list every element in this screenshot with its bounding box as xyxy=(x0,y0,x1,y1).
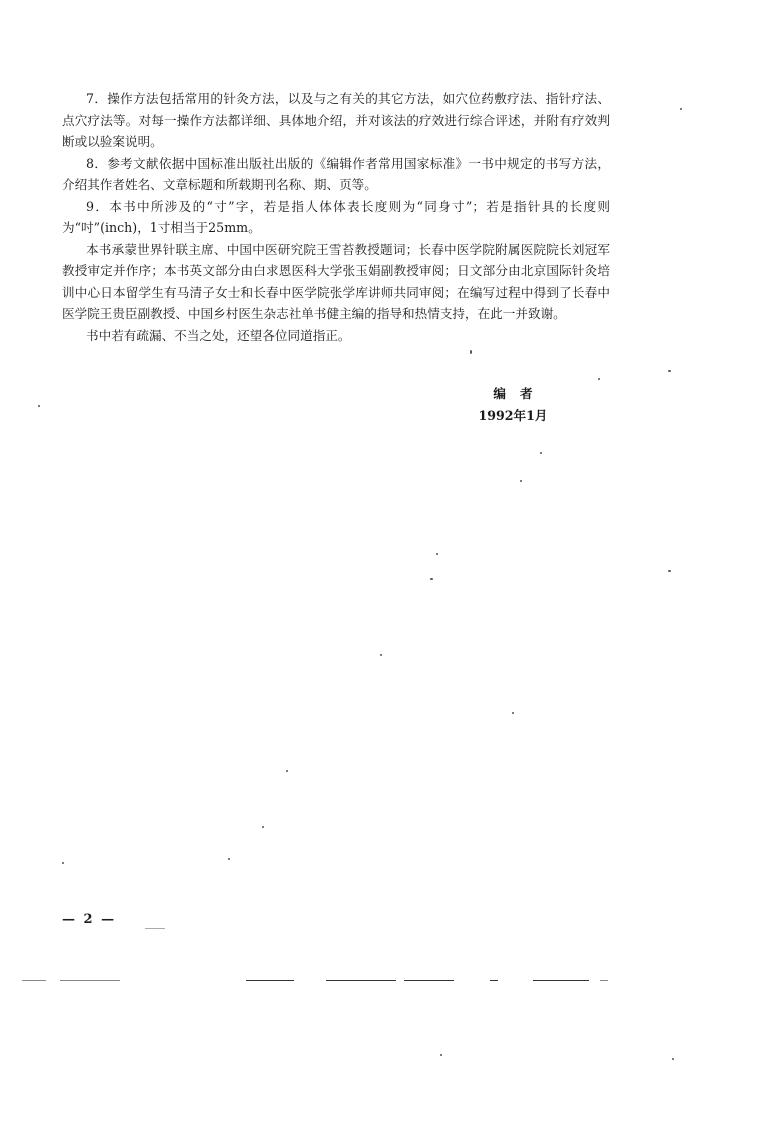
scan-artifact-line xyxy=(490,980,498,981)
scan-artifact-line xyxy=(22,980,46,981)
author-signature: 编者 xyxy=(493,386,547,401)
paragraph-item-8: 8．参考文献依据中国标准出版社出版的《编辑作者常用国家标准》一书中规定的书写方法，介绍其作者姓名、文章标题和所载期刊名称、期、页等。 xyxy=(62,155,610,192)
paragraph-item-7: 7．操作方法包括常用的针灸方法，以及与之有关的其它方法，如穴位药敷疗法、指针疗法、点穴疗法等。对每一操作方法都详细、具体地介绍，并对该法的疗效进行综合评述，并附有疗效判断或以验案说明。 xyxy=(62,91,610,149)
scan-speck xyxy=(512,712,514,714)
scan-speck xyxy=(228,858,230,860)
page-number: — 2 — xyxy=(62,912,117,927)
scan-speck xyxy=(672,1058,674,1060)
signature-date: 1992年1月 xyxy=(478,407,548,423)
scan-speck xyxy=(286,770,288,772)
scan-artifact-line xyxy=(600,980,608,981)
scan-artifact-line xyxy=(60,980,120,981)
scan-artifact-line xyxy=(326,980,396,981)
scan-artifact-line xyxy=(533,980,589,981)
body-text xyxy=(62,88,610,346)
closing-paragraph: 书中若有疏漏、不当之处，还望各位同道指正。 xyxy=(86,327,351,343)
scan-speck xyxy=(470,350,472,354)
scan-speck xyxy=(598,378,600,380)
scan-speck xyxy=(380,654,382,656)
scan-speck xyxy=(520,480,522,482)
scan-speck xyxy=(680,108,682,110)
scan-speck xyxy=(668,570,671,572)
scan-speck xyxy=(62,862,64,864)
acknowledgements-paragraph: 本书承蒙世界针联主席、中国中医研究院王雪苔教授题词；长春中医学院附属医院院长刘冠军教授审定并作序；本书英文部分由白求恩医科大学张玉娟副教授审阅；日文部分由北京国际针灸培训中心日本留学生有马清子女士和长春中医学院张学库讲师共同审阅；在编写过程中得到了长春中医学院王贵臣副教授、中国乡村医生杂志社单书健主编的指导和热情支持，在此一并致谢。 xyxy=(62,241,610,321)
signature-block xyxy=(468,383,558,426)
scan-speck xyxy=(436,553,438,555)
scan-speck xyxy=(262,826,264,828)
scan-artifact-line xyxy=(404,980,454,981)
paragraph-item-9: 9．本书中所涉及的“寸”字，若是指人体体表长度则为“同身寸”；若是指针具的长度则为“吋”(inch)，1寸相当于25mm。 xyxy=(62,198,610,235)
scan-speck xyxy=(430,578,433,580)
scan-speck xyxy=(38,405,40,407)
scan-speck xyxy=(145,928,165,929)
scan-artifact-line xyxy=(246,980,294,981)
scan-speck xyxy=(668,370,671,372)
scan-speck xyxy=(540,452,542,454)
scan-speck xyxy=(440,1054,442,1056)
